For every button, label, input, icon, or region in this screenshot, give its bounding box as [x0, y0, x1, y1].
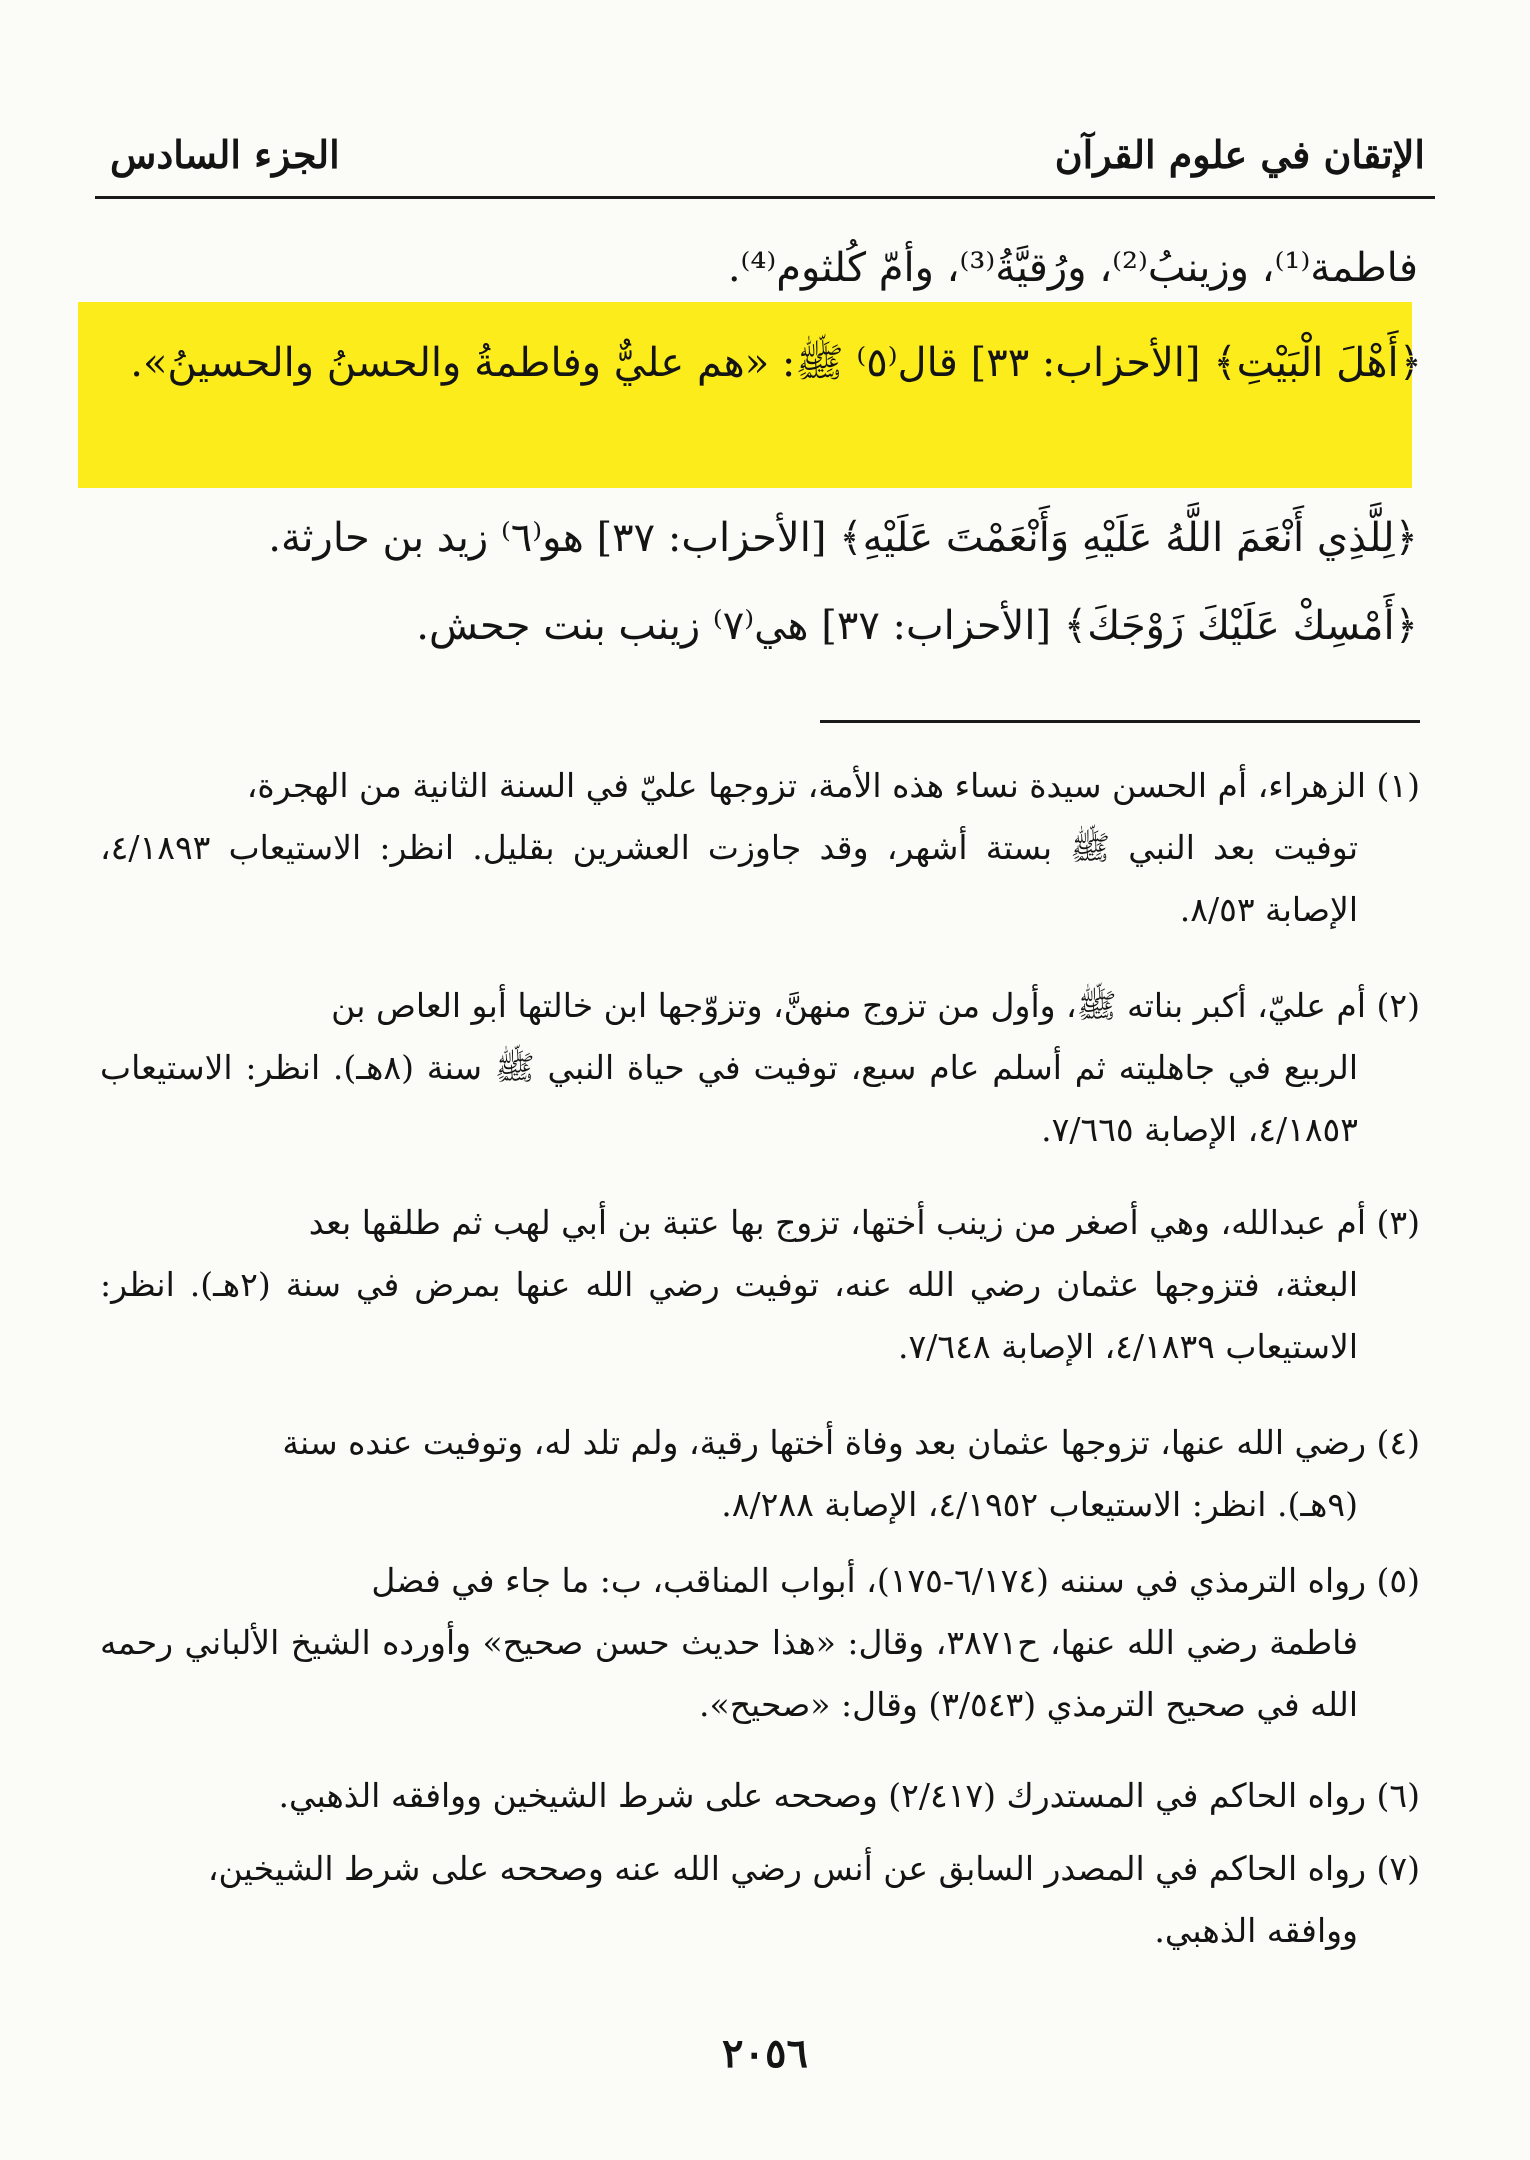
footnote-continuation: ووافقه الذهبي. — [1154, 1911, 1358, 1950]
highlighted-text: ﴿أَهْلَ الْبَيْتِ﴾ [الأحزاب: ٣٣] قال⁽٥⁾ ﷺ: «هم عليٌّ وفاطمةُ والحسنُ والحسينُ». — [130, 340, 1422, 386]
footnote-number: (٥) — [1376, 1561, 1420, 1600]
footnote-continuation: (٩هـ). انظر: الاستيعاب ٤/١٩٥٢، الإصابة ٨/٢٨٨. — [721, 1485, 1358, 1524]
footnote-continuation: البعثة، فتزوجها عثمان رضي الله عنه، توفيت رضي الله عنها بمرض في سنة (٢هـ). انظر: الاستيعاب ٤/١٨٣٩، الإصابة ٧/٦٤٨. — [100, 1265, 1358, 1366]
footnote-continuation: الربيع في جاهليته ثم أسلم عام سبع، توفيت في حياة النبي ﷺ سنة (٨هـ). انظر: الاستيعاب ٤/١٨٥٣، الإصابة ٧/٦٦٥. — [100, 1048, 1359, 1149]
footnote-2 — [100, 975, 1420, 1161]
footnote-number: (٣) — [1376, 1203, 1420, 1242]
footnote-1 — [100, 755, 1420, 941]
main-line-1: فاطمة⁽¹⁾، وزينبُ⁽²⁾، ورُقيَّةُ⁽³⁾، وأمّ كُلثوم⁽⁴⁾. — [727, 245, 1418, 291]
footnote-number: (٤) — [1376, 1423, 1420, 1462]
footnote-6 — [100, 1765, 1420, 1827]
footnote-4 — [100, 1412, 1420, 1536]
footnote-text: رواه الحاكم في المصدر السابق عن أنس رضي الله عنه وصححه على شرط الشيخين، — [207, 1849, 1367, 1888]
running-header — [110, 128, 1425, 180]
header-rule — [95, 196, 1435, 199]
footnote-number: (١) — [1376, 766, 1420, 805]
footnote-3 — [100, 1192, 1420, 1378]
footnote-number: (٢) — [1376, 986, 1420, 1025]
footnote-number: (٦) — [1376, 1776, 1420, 1815]
footnote-text: رواه الترمذي في سننه (٦/١٧٤-١٧٥)، أبواب المناقب، ب: ما جاء في فضل — [371, 1561, 1367, 1600]
footnote-continuation: فاطمة رضي الله عنها، ح٣٨٧١، وقال: «هذا حديث حسن صحيح» وأورده الشيخ الألباني رحمه الله في صحيح الترمذي (٣/٥٤٣) وقال: «صحيح». — [100, 1623, 1359, 1724]
footnote-5 — [100, 1550, 1420, 1736]
footnote-separator — [820, 720, 1420, 723]
main-line-4: ﴿أَمْسِكْ عَلَيْكَ زَوْجَكَ﴾ [الأحزاب: ٣٧] هي⁽٧⁾ زينب بنت جحش. — [416, 603, 1418, 649]
footnote-text: رواه الحاكم في المستدرك (٢/٤١٧) وصححه على شرط الشيخين ووافقه الذهبي. — [278, 1776, 1367, 1815]
footnote-continuation: توفيت بعد النبي ﷺ بستة أشهر، وقد جاوزت العشرين بقليل. انظر: الاستيعاب ٤/١٨٩٣، الإصابة ٨/٥٣. — [100, 828, 1358, 929]
main-line-3: ﴿لِلَّذِي أَنْعَمَ اللَّهُ عَلَيْهِ وَأَنْعَمْتَ عَلَيْهِ﴾ [الأحزاب: ٣٧] هو⁽٦⁾ زيد بن حارثة. — [268, 515, 1418, 561]
volume-label: الجزء السادس — [110, 131, 340, 177]
footnote-text: أم عبدالله، وهي أصغر من زينب أختها، تزوج بها عتبة بن أبي لهب ثم طلقها بعد — [308, 1203, 1367, 1242]
page-number: ٢٠٥٦ — [722, 2030, 808, 2077]
footnote-7 — [100, 1838, 1420, 1962]
book-title: الإتقان في علوم القرآن — [1054, 131, 1425, 177]
footnote-text: الزهراء، أم الحسن سيدة نساء هذه الأمة، تزوجها عليّ في السنة الثانية من الهجرة، — [246, 766, 1367, 805]
footnote-text: أم عليّ، أكبر بناته ﷺ، وأول من تزوج منهنَّ، وتزوّجها ابن خالتها أبو العاص بن — [331, 986, 1367, 1025]
footnote-number: (٧) — [1376, 1849, 1420, 1888]
footnote-text: رضي الله عنها، تزوجها عثمان بعد وفاة أختها رقية، ولم تلد له، وتوفيت عنده سنة — [282, 1423, 1367, 1462]
